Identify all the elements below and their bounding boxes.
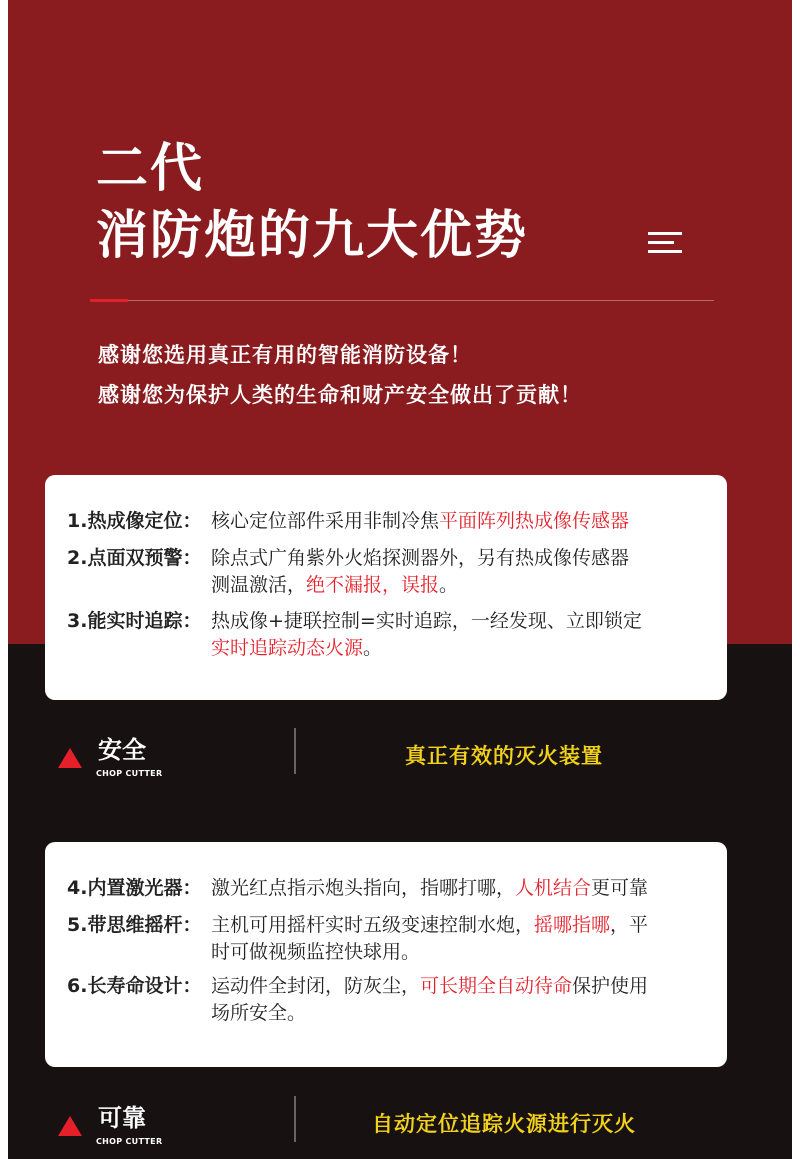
category-band-reliability — [8, 1090, 792, 1150]
feature-card-1 — [45, 475, 727, 700]
feature-label: 6.长寿命设计： — [67, 975, 202, 997]
band-title: 安全 — [98, 736, 146, 764]
menu-icon[interactable] — [648, 232, 682, 254]
feature-desc: 热成像+捷联控制=实时追踪，一经发现、立即锁定 — [211, 610, 642, 632]
feature-desc: 运动件全封闭，防灰尘，可长期全自动待命保护使用 — [211, 975, 649, 997]
feature-desc: 激光红点指示炮头指向，指哪打哪，人机结合更可靠 — [211, 877, 649, 899]
feature-label: 1.热成像定位： — [67, 510, 202, 532]
feature-label: 3.能实时追踪： — [67, 610, 202, 632]
category-band-safety — [8, 722, 792, 782]
band-slogan: 自动定位追踪火源进行灭火 — [372, 1112, 636, 1136]
feature-desc-line2: 实时追踪动态火源。 — [211, 637, 383, 659]
band-subtitle: CHOP CUTTER — [96, 1137, 163, 1146]
title-line-1: 二代 — [96, 139, 205, 199]
title-line-2: 消防炮的九大优势 — [96, 206, 529, 266]
band-subtitle: CHOP CUTTER — [96, 769, 163, 778]
red-triangle-icon — [58, 1116, 82, 1136]
feature-card-2 — [45, 842, 727, 1067]
feature-desc-line2: 测温激活，绝不漏报，误报。 — [211, 574, 459, 596]
feature-label: 4.内置激光器： — [67, 877, 202, 899]
feature-label: 2.点面双预警： — [67, 547, 202, 569]
feature-desc: 主机可用摇杆实时五级变速控制水炮，摇哪指哪，平 — [211, 914, 649, 936]
band-slogan: 真正有效的灭火装置 — [405, 744, 603, 768]
poster — [8, 0, 792, 1159]
feature-desc-line2: 时可做视频监控快球用。 — [211, 941, 421, 963]
band-title: 可靠 — [98, 1104, 146, 1132]
intro-line-1: 感谢您选用真正有用的智能消防设备！ — [98, 343, 472, 367]
red-triangle-icon — [58, 748, 82, 768]
feature-desc: 核心定位部件采用非制冷焦平面阵列热成像传感器 — [211, 510, 630, 532]
feature-desc-line2: 场所安全。 — [211, 1002, 307, 1024]
feature-desc: 除点式广角紫外火焰探测器外，另有热成像传感器 — [211, 547, 630, 569]
feature-label: 5.带思维摇杆： — [67, 914, 202, 936]
intro-line-2: 感谢您为保护人类的生命和财产安全做出了贡献！ — [98, 383, 582, 407]
header-divider-accent — [90, 299, 128, 302]
header-divider — [90, 300, 714, 301]
